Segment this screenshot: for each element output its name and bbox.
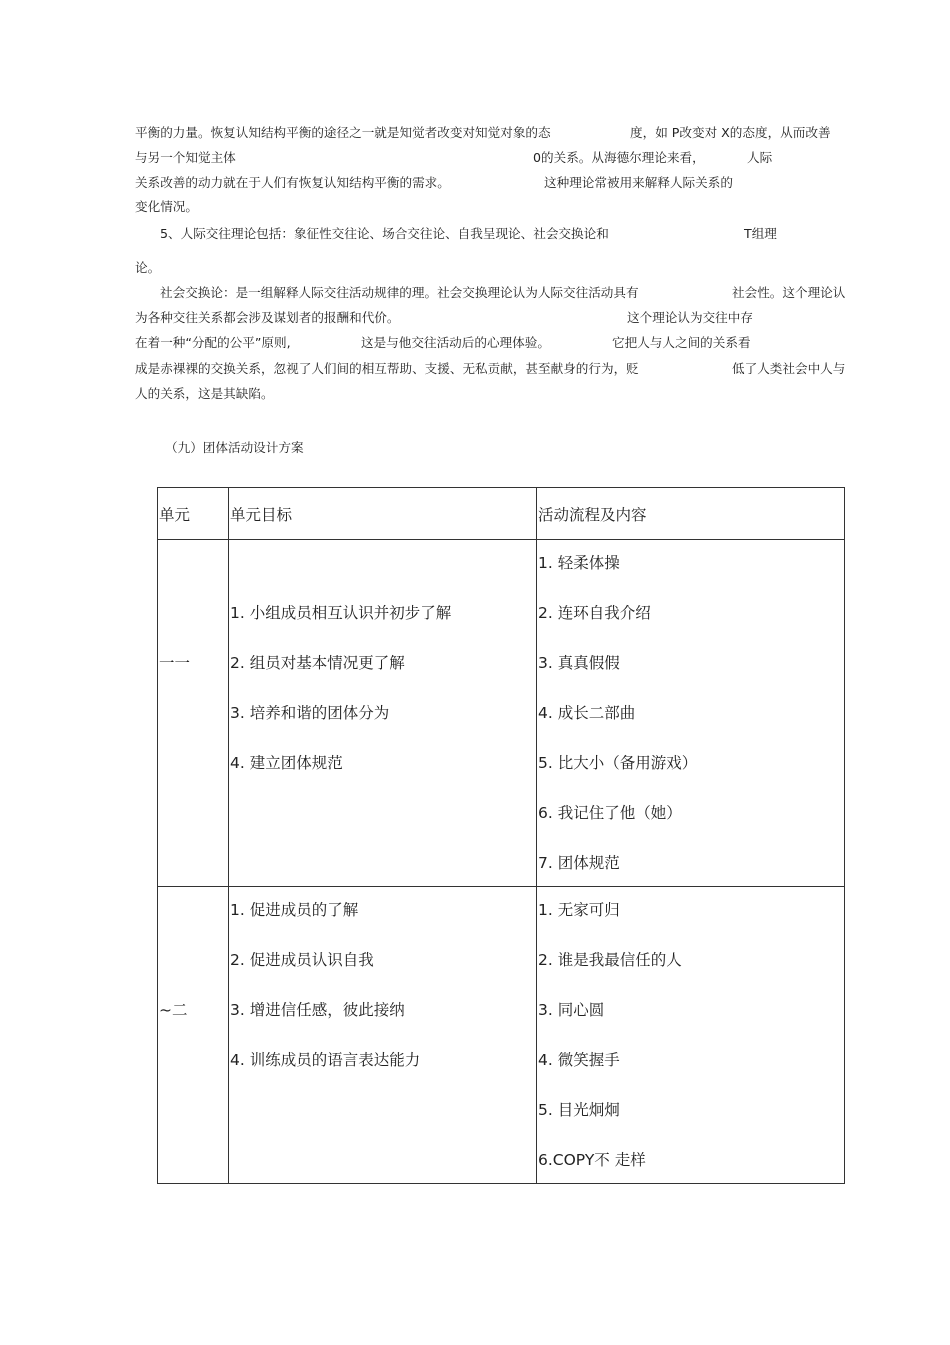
text-line-10: 成是赤裸裸的交换关系，忽视了人们间的相互帮助、支援、无私贡献，甚至献身的行为，贬 低了人类社会中人与 <box>135 361 846 376</box>
activities-cell <box>537 540 845 887</box>
activity-item: 7. 团体规范 <box>538 854 620 872</box>
activity-item: 2. 谁是我最信任的人 <box>538 951 682 969</box>
activity-item: 1. 无家可归 <box>538 901 620 919</box>
text-line-3: 关系改善的动力就在于人们有恢复认知结构平衡的需求。 这种理论常被用来解释人际关系的 <box>135 175 733 190</box>
table-row <box>158 887 845 1184</box>
goal-item: 4. 训练成员的语言表达能力 <box>230 1051 421 1069</box>
goal-item: 1. 促进成员的了解 <box>230 901 359 919</box>
activity-item: 6. 我记住了他（她） <box>538 804 682 822</box>
header-goals: 单元目标 <box>229 488 537 540</box>
goal-item: 2. 促进成员认识自我 <box>230 951 374 969</box>
activity-plan-table <box>157 487 845 1184</box>
table-row <box>158 540 845 887</box>
text-line-6: 论。 <box>135 260 161 275</box>
goal-item: 3. 增进信任感，彼此接纳 <box>230 1001 405 1019</box>
activity-item: 6.COPY不 走样 <box>538 1151 646 1169</box>
text-line-9: 在着一种“分配的公平”原则, 这是与他交往活动后的心理体验。 它把人与人之间的关系看 <box>135 335 751 350</box>
activity-item: 3. 同心圆 <box>538 1001 605 1019</box>
goals-cell <box>229 887 537 1184</box>
text-line-5: 5、人际交往理论包括：象征性交往论、场合交往论、自我呈现论、社会交换论和 T组理 <box>160 226 777 241</box>
goal-item: 2. 组员对基本情况更了解 <box>230 654 405 672</box>
activity-item: 5. 目光炯炯 <box>538 1101 620 1119</box>
activity-item: 1. 轻柔体操 <box>538 554 620 572</box>
text-line-1: 平衡的力量。恢复认知结构平衡的途径之一就是知觉者改变对知觉对象的态 度，如 P改变对 X的态度，从而改善 <box>135 125 831 140</box>
text-line-4: 变化情况。 <box>135 199 198 214</box>
text-line-7: 社会交换论：是一组解释人际交往活动规律的理。社会交换理论认为人际交往活动具有 社会性。这个理论认 <box>160 285 846 300</box>
activity-item: 2. 连环自我介绍 <box>538 604 651 622</box>
text-line-8: 为各种交往关系都会涉及谋划者的报酬和代价。 这个理论认为交往中存 <box>135 310 753 325</box>
goal-item: 1. 小组成员相互认识并初步了解 <box>230 604 452 622</box>
activity-item: 4. 成长二部曲 <box>538 704 636 722</box>
table-header-row <box>158 488 845 540</box>
activities-cell <box>537 887 845 1184</box>
text-line-2: 与另一个知觉主体 0的关系。从海德尔理论来看， 人际 <box>135 150 773 165</box>
goal-item: 3. 培养和谐的团体分为 <box>230 704 390 722</box>
text-line-11: 人的关系，这是其缺陷。 <box>135 386 274 401</box>
unit-cell: ~二 <box>158 887 229 1184</box>
goal-item: 4. 建立团体规范 <box>230 754 343 772</box>
header-unit: 单元 <box>158 488 229 540</box>
header-activities: 活动流程及内容 <box>537 488 845 540</box>
unit-cell: 一一 <box>158 540 229 887</box>
goals-cell <box>229 540 537 887</box>
section-heading: （九）团体活动设计方案 <box>165 440 304 455</box>
activity-item: 5. 比大小（备用游戏） <box>538 754 698 772</box>
activity-item: 3. 真真假假 <box>538 654 620 672</box>
activity-item: 4. 微笑握手 <box>538 1051 620 1069</box>
